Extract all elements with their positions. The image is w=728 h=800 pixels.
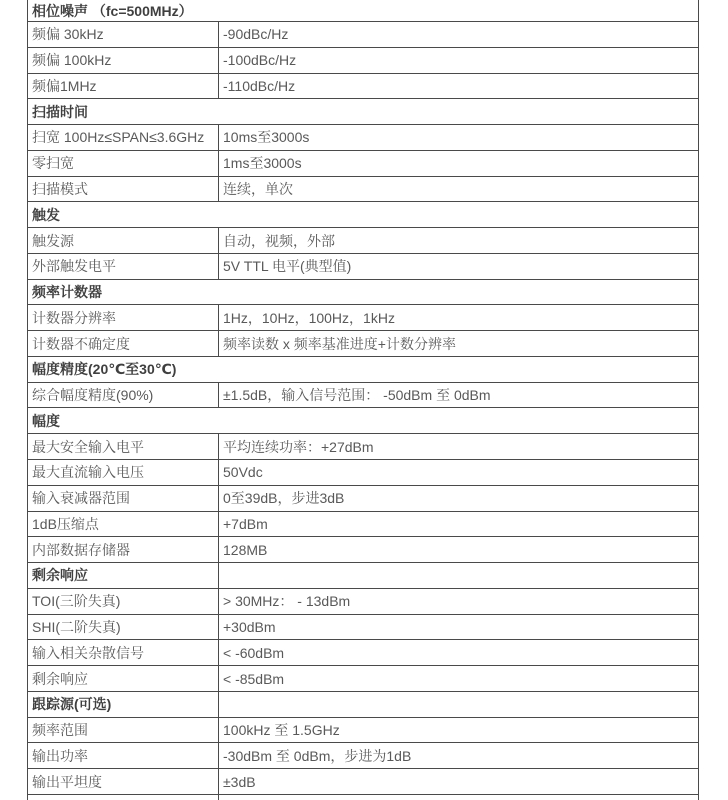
spec-value-cell: 连续，单次 bbox=[223, 180, 293, 197]
spec-row bbox=[28, 383, 698, 409]
section-title: 跟踪源(可选) bbox=[28, 692, 219, 717]
spec-label-cell: SHI(二阶失真) bbox=[28, 615, 219, 640]
spec-value-cell: 50Vdc bbox=[223, 464, 263, 481]
section-row bbox=[28, 0, 698, 22]
spec-row bbox=[28, 615, 698, 641]
spec-row bbox=[28, 486, 698, 512]
spec-label-cell: 剩余响应 bbox=[28, 666, 219, 691]
spec-row bbox=[28, 640, 698, 666]
spec-row bbox=[28, 48, 698, 74]
spec-row bbox=[28, 537, 698, 563]
spec-label-cell: 综合幅度精度(90%) bbox=[28, 383, 219, 408]
spec-label-cell: 计数器不确定度 bbox=[28, 331, 219, 356]
spec-value-cell: ±3dB bbox=[223, 773, 256, 790]
spec-label-cell: 扫描模式 bbox=[28, 177, 219, 202]
spec-value-cell bbox=[219, 563, 698, 588]
section-row bbox=[28, 357, 698, 383]
spec-label-cell: 最大直流输入电压 bbox=[28, 460, 219, 485]
spec-row bbox=[28, 254, 698, 280]
spec-value-cell: -100dBc/Hz bbox=[223, 52, 297, 69]
section-row bbox=[28, 692, 698, 718]
spec-row bbox=[28, 305, 698, 331]
spec-label-cell: 频偏1MHz bbox=[28, 74, 219, 99]
spec-row bbox=[28, 228, 698, 254]
spec-label-cell: TOI(三阶失真) bbox=[28, 589, 219, 614]
spec-value-cell bbox=[219, 795, 698, 800]
spec-row bbox=[28, 331, 698, 357]
spec-value-cell bbox=[219, 692, 698, 717]
spec-row bbox=[28, 460, 698, 486]
section-row bbox=[28, 99, 698, 125]
spec-value-cell: 频率读数 x 频率基准进度+计数分辨率 bbox=[223, 335, 456, 352]
spec-label-cell: 1dB压缩点 bbox=[28, 512, 219, 537]
spec-label-cell: 输出功率 bbox=[28, 743, 219, 768]
spec-table bbox=[27, 0, 699, 800]
spec-row bbox=[28, 177, 698, 203]
spec-label-cell: 输入相关杂散信号 bbox=[28, 640, 219, 665]
section-row bbox=[28, 408, 698, 434]
section-title: 扫描时间 bbox=[32, 103, 88, 120]
section-title: 剩余响应 bbox=[28, 563, 219, 588]
spec-row bbox=[28, 666, 698, 692]
spec-value-cell: ±1.5dB，输入信号范围： -50dBm 至 0dBm bbox=[223, 387, 491, 404]
spec-value-cell: 平均连续功率：+27dBm bbox=[223, 438, 374, 455]
spec-row bbox=[28, 125, 698, 151]
spec-value-cell: > 30MHz： - 13dBm bbox=[223, 593, 351, 610]
spec-value-cell: 100kHz 至 1.5GHz bbox=[223, 722, 340, 739]
section-title: 频率计数器 bbox=[32, 284, 102, 301]
spec-label-cell: 最大安全输入电平 bbox=[28, 434, 219, 459]
spec-value-cell: < -85dBm bbox=[223, 670, 285, 687]
section-title: 相位噪声 （fc=500MHz） bbox=[32, 2, 193, 19]
spec-label-cell: 频偏 100kHz bbox=[28, 48, 219, 73]
spec-row bbox=[28, 22, 698, 48]
spec-row bbox=[28, 512, 698, 538]
section-row bbox=[28, 202, 698, 228]
spec-row bbox=[28, 795, 698, 800]
spec-label-cell: 计数器分辨率 bbox=[28, 305, 219, 330]
spec-value-cell: -110dBc/Hz bbox=[223, 77, 296, 94]
spec-label-cell: 外部触发电平 bbox=[28, 254, 219, 279]
spec-label-cell: 零扫宽 bbox=[28, 151, 219, 176]
spec-label-cell: 频率范围 bbox=[28, 718, 219, 743]
spec-label-cell bbox=[28, 795, 219, 800]
spec-label-cell: 触发源 bbox=[28, 228, 219, 253]
spec-value-cell: 0至39dB，步进3dB bbox=[223, 490, 345, 507]
section-title: 幅度 bbox=[32, 412, 60, 429]
spec-value-cell: 10ms至3000s bbox=[223, 129, 310, 146]
spec-value-cell: +7dBm bbox=[223, 515, 268, 532]
spec-row bbox=[28, 74, 698, 100]
spec-value-cell: 1ms至3000s bbox=[223, 155, 302, 172]
spec-label-cell: 频偏 30kHz bbox=[28, 22, 219, 47]
spec-value-cell: < -60dBm bbox=[223, 644, 285, 661]
spec-value-cell: +30dBm bbox=[223, 618, 276, 635]
spec-row bbox=[28, 589, 698, 615]
spec-label-cell: 输出平坦度 bbox=[28, 769, 219, 794]
spec-row bbox=[28, 718, 698, 744]
section-title: 幅度精度(20℃至30℃) bbox=[32, 361, 177, 378]
spec-value-cell: -30dBm 至 0dBm，步进为1dB bbox=[223, 747, 412, 764]
spec-value-cell: 5V TTL 电平(典型值) bbox=[223, 258, 352, 275]
spec-row bbox=[28, 769, 698, 795]
spec-value-cell: 1Hz，10Hz，100Hz，1kHz bbox=[223, 309, 395, 326]
spec-label-cell: 扫宽 100Hz≤SPAN≤3.6GHz bbox=[28, 125, 219, 150]
section-title: 触发 bbox=[32, 206, 60, 223]
spec-value-cell: 128MB bbox=[223, 541, 268, 558]
spec-label-cell: 内部数据存储器 bbox=[28, 537, 219, 562]
spec-value-cell: 自动，视频，外部 bbox=[223, 232, 335, 249]
section-row bbox=[28, 280, 698, 306]
section-row bbox=[28, 563, 698, 589]
spec-row bbox=[28, 151, 698, 177]
spec-label-cell: 输入衰减器范围 bbox=[28, 486, 219, 511]
spec-row bbox=[28, 434, 698, 460]
spec-value-cell: -90dBc/Hz bbox=[223, 26, 289, 43]
spec-row bbox=[28, 743, 698, 769]
